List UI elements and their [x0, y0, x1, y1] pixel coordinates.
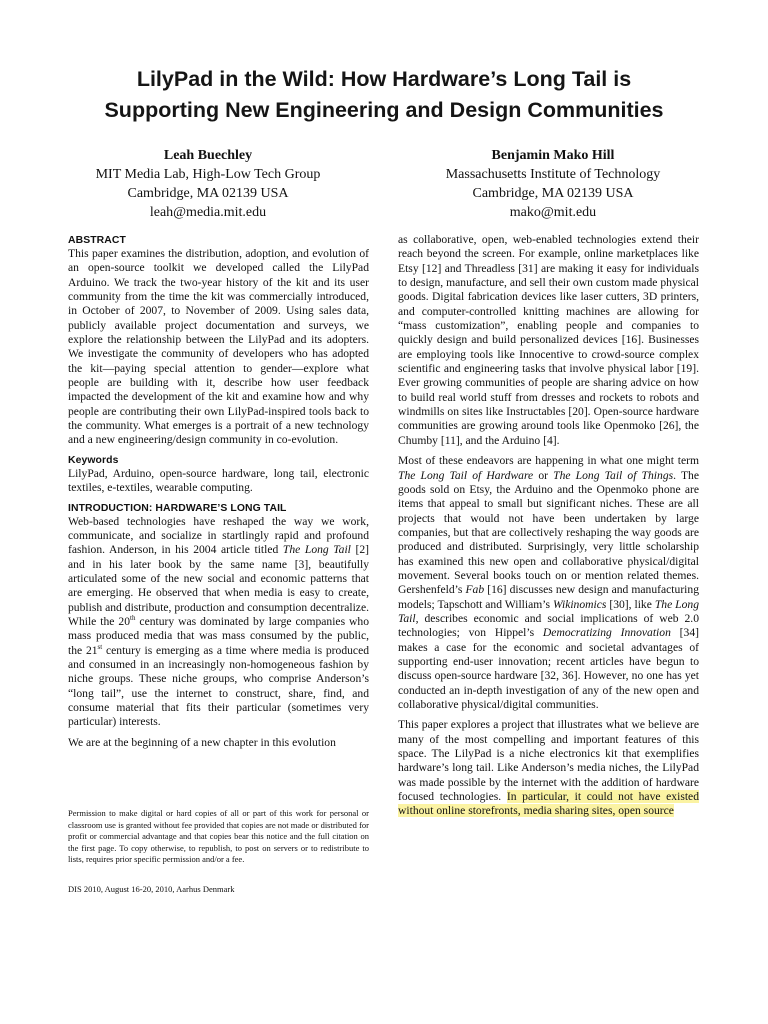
right-paragraph-2: Most of these endeavors are happening in what one might term The Long Tail of Hardware or The Long Tail of Things. The goods sold on Etsy, the Arduino and the Openmoko phone are items that appeal to small but significant niches. These are all projects that would not have been undertaken by large companies, but that are collectively reshaping the way goods are produced and distributed. Surprisingly, very little scholarship has examined this new open and collaborative physical/digital movement. Several books touch on or mention related themes. Gershenfeld’s Fab [16] discusses new design and manufacturing models; Tapschott and William’s Wikinomics [30], like The Long Tail, describes economic and social implications of web 2.0 technologies; von Hippel’s Democratizing Innovation [34] makes a case for the economic and societal advantages of supporting end-user innovation; recent articles have begun to discuss open-source hardware [32, 36]. However, no one has yet conducted an in-depth investigation of any of the new open and collaborative physical/digital communities.: [398, 454, 699, 711]
author-block-1: [58, 146, 358, 222]
permission-notice: Permission to make digital or hard copies of all or part of this work for personal or classroom use is granted without fee provided that copies are not made or distributed for profit or commercial advantage and that copies bear this notice and the full citation on the first page. To copy otherwise, to republish, to post on servers or to redistribute to lists, requires prior specific permission and/or a fee.: [68, 808, 369, 865]
author-affiliation: MIT Media Lab, High-Low Tech Group: [95, 167, 321, 182]
abstract-text: This paper examines the distribution, adoption, and evolution of an open-source toolkit we developed called the LilyPad Arduino. We track the two-year history of the kit and its user community from the time the kit was commercially introduced, in October of 2007, to November of 2009. Using sales data, publicly available project documentation and surveys, we explore the relationship between the LilyPad and its adopters. We investigate the community of developers who has adopted the kit—paying special attention to gender—explore what people are building with it, describe how user feedback impacted the development of the kit and examine how and why people are contributing their own LilyPad-inspired tools back to the community. What emerges is a portrait of a new technology and a new engineering/design community in co-evolution.: [68, 247, 369, 447]
intro-paragraph-2: We are at the beginning of a new chapter in this evolution: [68, 735, 336, 749]
keywords-text: LilyPad, Arduino, open-source hardware, long tail, electronic textiles, e-textiles, wearable computing.: [68, 466, 369, 495]
author-block-2: [403, 146, 703, 222]
right-paragraph-3: This paper explores a project that illustrates what we believe are many of the most compelling and important features of this space. The LilyPad is a niche electronics kit that exemplifies hardware’s long tail. Like Anderson’s media niches, the LilyPad was made possible by the internet with the addition of hardware focused technologies. In particular, it could not have existed without online storefronts, media sharing sites, open source: [398, 718, 699, 818]
right-paragraph-1: as collaborative, open, web-enabled technologies extend their reach beyond the screen. For example, online marketplaces like Etsy [12] and Threadless [31] are making it easy for individuals to design, manufacture, and sell their own custom made physical goods. Digital fabrication devices like laser cutters, 3D printers, and computer-controlled knitting machines are allowing for “mass customization”, enabling people and companies to quickly design and build personalized devices [16]. Businesses are employing tools like Innocentive to crowd-source complex scientific and engineering tasks that involve physical labor [19]. Ever growing communities of people are sharing advice on how to build real world stuff from dresses and rockets to robots and windmills on sites like Instructables [20]. Open-source hardware communities are growing around tools like Openmoko [26], the Chumby [11], and the Arduino [4].: [398, 233, 699, 447]
right-column: [398, 233, 699, 825]
intro-paragraph-1: Web-based technologies have reshaped the way we work, communicate, and socialize in startlingly rapid and profound fashion. Anderson, in his 2004 article titled The Long Tail [2] and in his later book by the same name [3], beautifully articulated some of the new social and economic patterns that are emerging. He observed that when media is easy to create, publish and distribute, production and consumption decentralize. While the 20th century was dominated by large companies who mass produced media that was mass consumed by the public, the 21st century is emerging as a time where media is produced and consumed in an increasingly non-homogeneous fashion by niche groups. These niche groups, who comprise Anderson’s “long tail”, use the internet to construct, share, find, and consume material that fits their particular (sometimes very particular) interests.: [68, 514, 370, 729]
author-location: Cambridge, MA 02139 USA: [472, 186, 634, 201]
author-name: Benjamin Mako Hill: [491, 148, 615, 163]
intro-heading: INTRODUCTION: HARDWARE’S LONG TAIL: [68, 502, 287, 514]
keywords-heading: Keywords: [68, 454, 119, 466]
abstract-heading: ABSTRACT: [68, 235, 126, 246]
author-location: Cambridge, MA 02139 USA: [127, 186, 289, 201]
highlighted-text: In particular, it could not have existed without online storefronts, media sharing sites, open source: [398, 790, 699, 818]
author-email[interactable]: mako@mit.edu: [509, 205, 597, 220]
title-line-2: Supporting New Engineering and Design Communities: [104, 98, 664, 122]
author-name: Leah Buechley: [163, 148, 253, 163]
title-line-1: LilyPad in the Wild: How Hardware’s Long Tail is: [136, 67, 632, 91]
paper-title: [40, 64, 728, 126]
left-column: [68, 234, 369, 756]
author-email[interactable]: leah@media.mit.edu: [149, 205, 267, 220]
author-affiliation: Massachusetts Institute of Technology: [445, 167, 661, 182]
conference-line: DIS 2010, August 16-20, 2010, Aarhus Denmark: [68, 884, 235, 894]
